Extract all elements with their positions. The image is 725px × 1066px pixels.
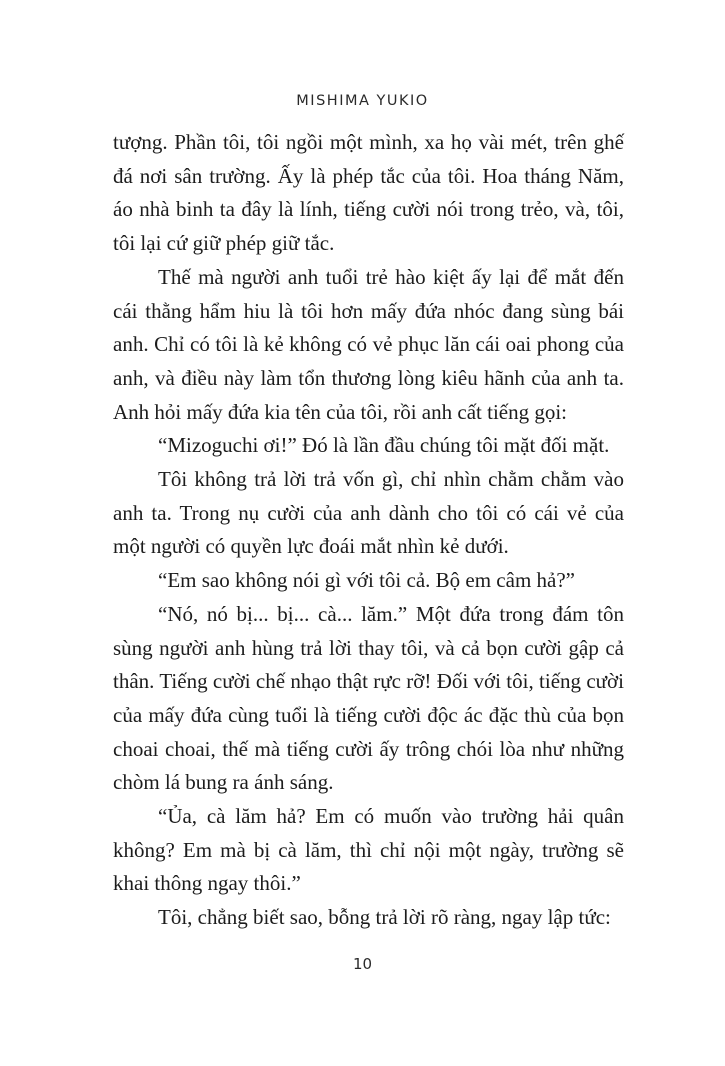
paragraph-5: “Em sao không nói gì với tôi cả. Bộ em câm hả?” <box>158 568 575 593</box>
body-text <box>113 126 624 935</box>
paragraph-1: tượng. Phần tôi, tôi ngồi một mình, xa họ vài mét, trên ghế đá nơi sân trường. Ấy là phép tắc của tôi. Hoa tháng Năm, áo nhà binh ta đây là lính, tiếng cười nói trong trẻo, và, tôi, tôi lại cứ giữ phép giữ tắc. <box>113 130 624 256</box>
paragraph-3: “Mizoguchi ơi!” Đó là lần đầu chúng tôi mặt đối mặt. <box>158 433 610 458</box>
paragraph-6: “Nó, nó bị... bị... cà... lăm.” Một đứa trong đám tôn sùng người anh hùng trả lời thay tôi, và cả bọn cười gập cả thân. Tiếng cười chế nhạo thật rực rỡ! Đối với tôi, tiếng cười của mấy đứa cùng tuổi là tiếng cười độc ác đặc thù của bọn choai choai, thế mà tiếng cười ấy trông chói lòa như những chòm lá bung ra ánh sáng. <box>113 601 624 795</box>
paragraph-7: “Ủa, cà lăm hả? Em có muốn vào trường hải quân không? Em mà bị cà lăm, thì chỉ nội một ngày, trường sẽ khai thông ngay thôi.” <box>113 804 624 896</box>
paragraph-2: Thế mà người anh tuổi trẻ hào kiệt ấy lại để mắt đến cái thằng hẩm hiu là tôi hơn mấy đứa nhóc đang sùng bái anh. Chỉ có tôi là kẻ không có vẻ phục lăn cái oai phong của anh, và điều này làm tổn thương lòng kiêu hãnh của anh ta. Anh hỏi mấy đứa kia tên của tôi, rồi anh cất tiếng gọi: <box>113 264 624 424</box>
paragraph-4: Tôi không trả lời trả vốn gì, chỉ nhìn chằm chằm vào anh ta. Trong nụ cười của anh dành cho tôi có cái vẻ của một người có quyền lực đoái mắt nhìn kẻ dưới. <box>113 467 624 559</box>
paragraph-8: Tôi, chẳng biết sao, bỗng trả lời rõ ràng, ngay lập tức: <box>158 905 611 930</box>
page-number: 10 <box>352 955 373 973</box>
running-head: MISHIMA YUKIO <box>296 93 429 109</box>
